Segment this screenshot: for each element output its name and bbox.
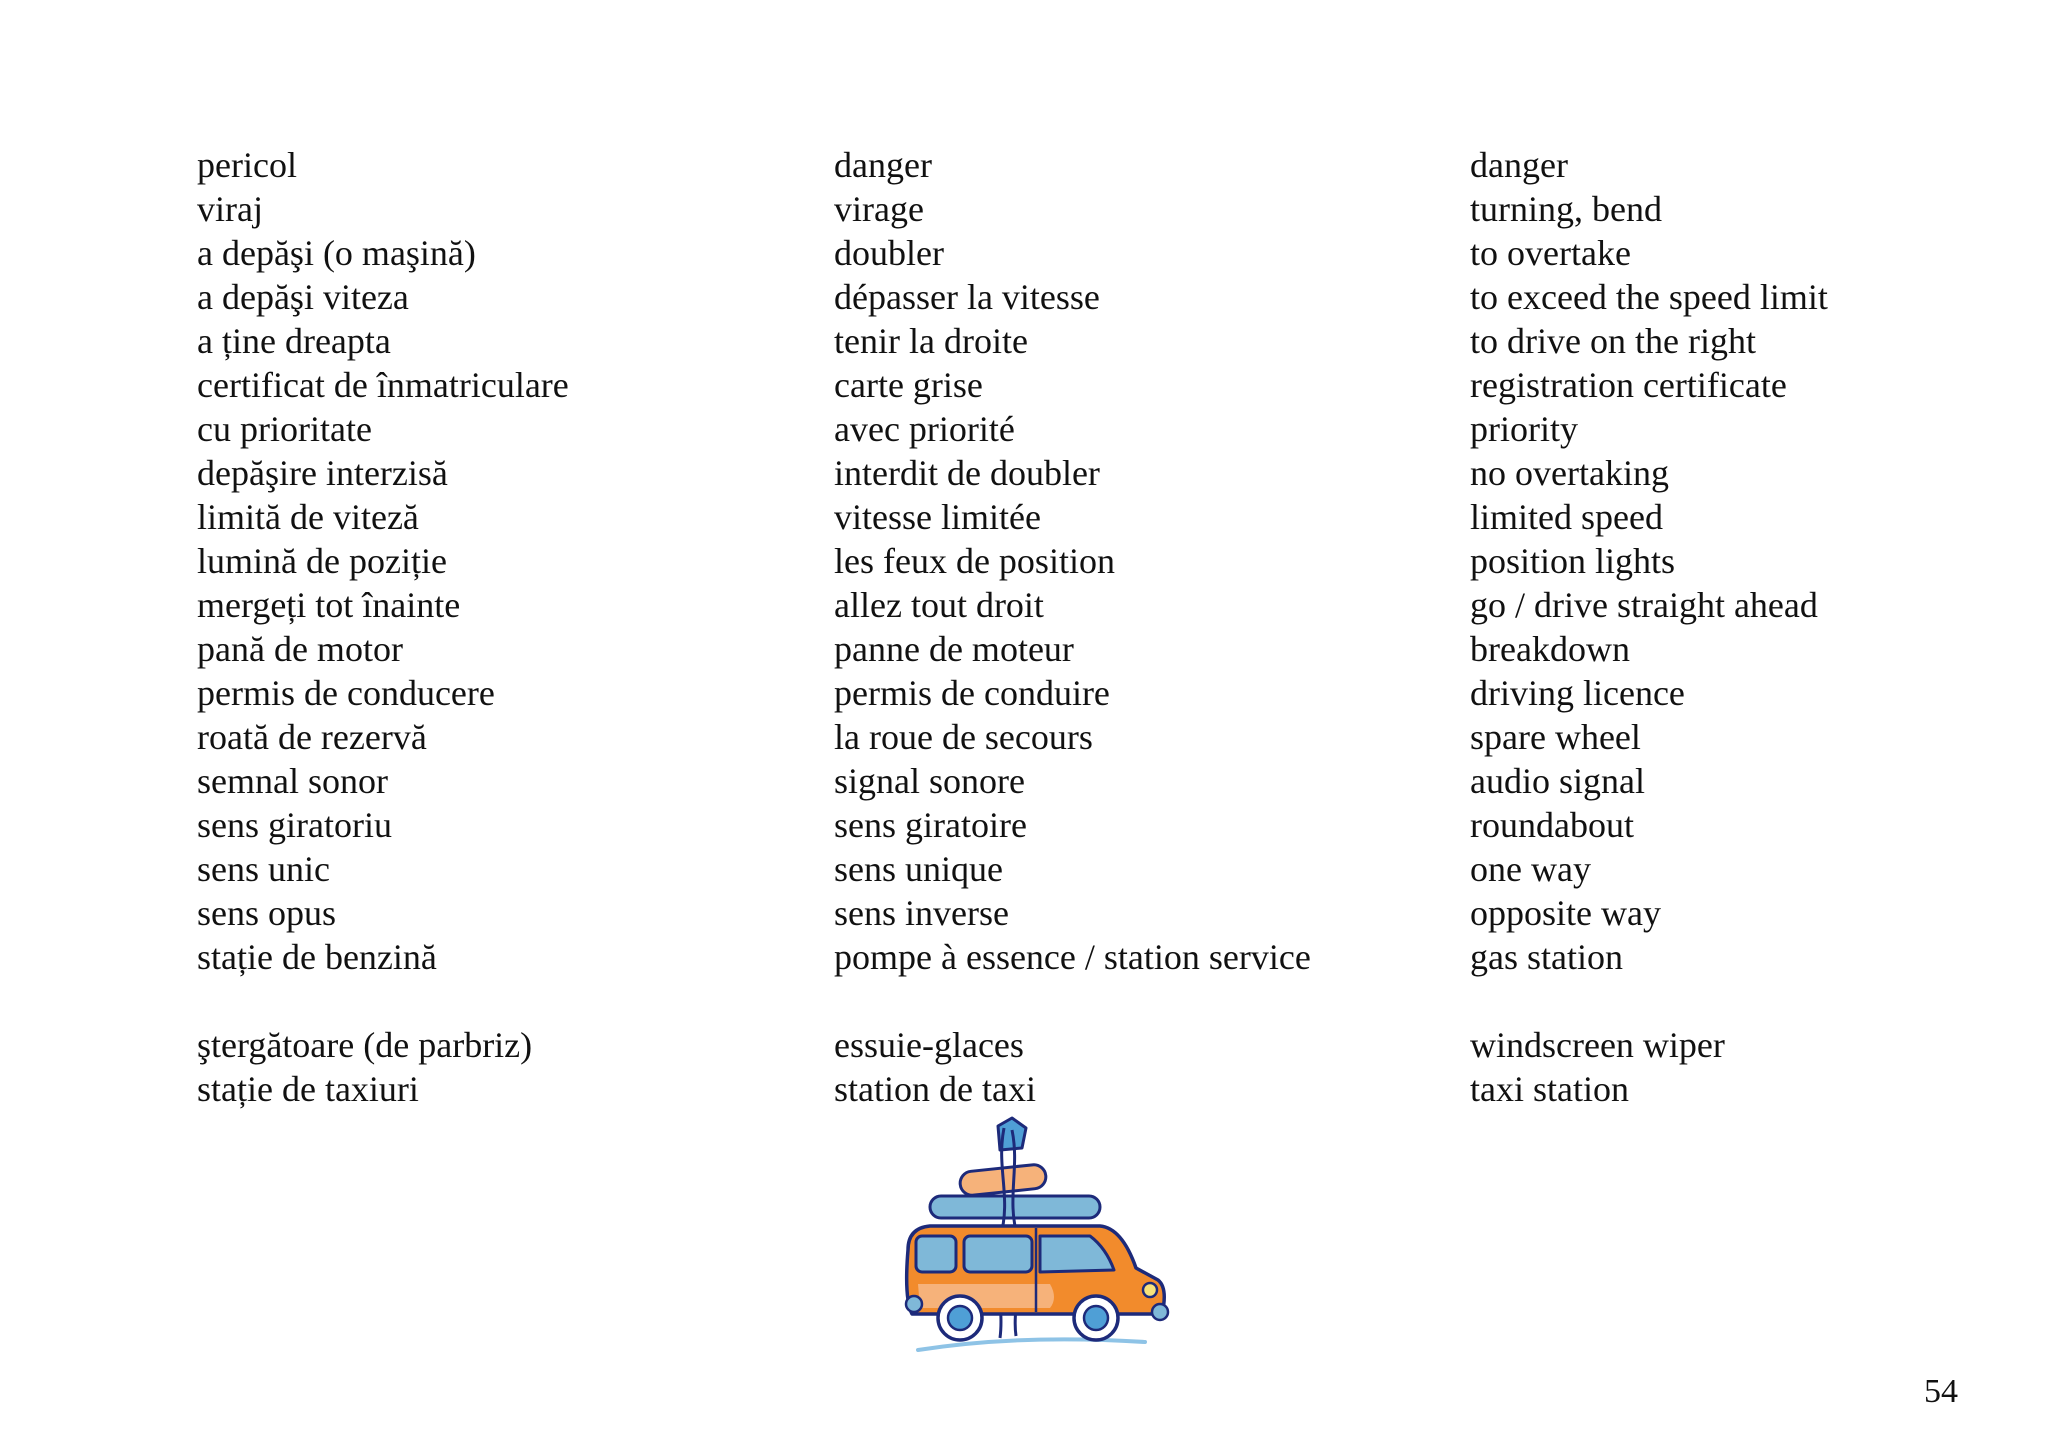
vocab-row (0, 1067, 2048, 1111)
vocabulary-table (0, 143, 2048, 1111)
romanian-term: ştergătoare (de parbriz) (197, 1025, 533, 1065)
car-side-panel (918, 1284, 1054, 1308)
english-term: to overtake (1470, 233, 1631, 273)
english-term: to exceed the speed limit (1470, 277, 1828, 317)
french-term: allez tout droit (834, 585, 1044, 625)
vocab-row (0, 583, 2048, 627)
vocab-row (0, 495, 2048, 539)
romanian-term: stație de benzină (197, 937, 437, 977)
french-term: vitesse limitée (834, 497, 1041, 537)
vocab-row (0, 627, 2048, 671)
english-term: position lights (1470, 541, 1676, 581)
ground-line (918, 1339, 1145, 1350)
romanian-term: pană de motor (197, 629, 403, 669)
english-term: spare wheel (1470, 717, 1641, 757)
english-term: priority (1470, 409, 1578, 449)
vocab-row (0, 803, 2048, 847)
english-term: one way (1470, 849, 1591, 889)
car-window (964, 1236, 1032, 1272)
vocab-row (0, 231, 2048, 275)
romanian-term: lumină de poziție (197, 541, 447, 581)
french-term: sens unique (834, 849, 1003, 889)
vocab-row (0, 715, 2048, 759)
vocab-row (0, 187, 2048, 231)
french-term: panne de moteur (834, 629, 1074, 669)
english-term: taxi station (1470, 1069, 1629, 1109)
vocab-row (0, 539, 2048, 583)
french-term: avec priorité (834, 409, 1015, 449)
vocab-row (0, 847, 2048, 891)
romanian-term: sens unic (197, 849, 330, 889)
page-number: 54 (1924, 1373, 1958, 1410)
french-term: signal sonore (834, 761, 1025, 801)
english-term: opposite way (1470, 893, 1661, 933)
english-term: breakdown (1470, 629, 1630, 669)
french-term: carte grise (834, 365, 983, 405)
romanian-term: cu prioritate (197, 409, 372, 449)
romanian-term: viraj (197, 189, 263, 229)
english-term: registration certificate (1470, 365, 1787, 405)
vocab-row (0, 1023, 2048, 1067)
front-wheel-hub (1084, 1306, 1108, 1330)
romanian-term: certificat de înmatriculare (197, 365, 569, 405)
english-term: no overtaking (1470, 453, 1669, 493)
french-term: permis de conduire (834, 673, 1110, 713)
french-term: sens inverse (834, 893, 1009, 933)
vocab-row (0, 407, 2048, 451)
romanian-term: a depăşi viteza (197, 277, 409, 317)
vocab-row (0, 451, 2048, 495)
english-term: windscreen wiper (1470, 1025, 1725, 1065)
romanian-term: limită de viteză (197, 497, 419, 537)
french-term: tenir la droite (834, 321, 1028, 361)
english-term: danger (1470, 145, 1568, 185)
romanian-term: a depăşi (o maşină) (197, 233, 476, 273)
vocab-row (0, 275, 2048, 319)
english-term: gas station (1470, 937, 1623, 977)
english-term: roundabout (1470, 805, 1634, 845)
vocab-row (0, 935, 2048, 1023)
car-with-luggage-icon (900, 1108, 1170, 1358)
vocab-row (0, 143, 2048, 187)
french-term: station de taxi (834, 1069, 1036, 1109)
rear-bumper (906, 1296, 922, 1312)
romanian-term: stație de taxiuri (197, 1069, 419, 1109)
french-term: doubler (834, 233, 944, 273)
romanian-term: pericol (197, 145, 297, 185)
romanian-term: a ține dreapta (197, 321, 391, 361)
english-term: audio signal (1470, 761, 1645, 801)
vocab-row (0, 759, 2048, 803)
romanian-term: semnal sonor (197, 761, 388, 801)
french-term: essuie-glaces (834, 1025, 1024, 1065)
romanian-term: depăşire interzisă (197, 453, 448, 493)
romanian-term: permis de conducere (197, 673, 495, 713)
romanian-term: roată de rezervă (197, 717, 427, 757)
car-window (916, 1236, 956, 1272)
front-bumper (1152, 1304, 1168, 1320)
french-term: les feux de position (834, 541, 1115, 581)
french-term: interdit de doubler (834, 453, 1100, 493)
romanian-term: sens giratoriu (197, 805, 392, 845)
english-term: to drive on the right (1470, 321, 1756, 361)
french-term: danger (834, 145, 932, 185)
french-term: sens giratoire (834, 805, 1027, 845)
english-term: limited speed (1470, 497, 1663, 537)
french-term: dépasser la vitesse (834, 277, 1100, 317)
rear-wheel-hub (948, 1306, 972, 1330)
vocab-row (0, 891, 2048, 935)
french-term: pompe à essence / station service (834, 937, 1311, 977)
french-term: virage (834, 189, 924, 229)
english-term: driving licence (1470, 673, 1685, 713)
headlight (1143, 1283, 1157, 1297)
roof-rack-board (930, 1196, 1100, 1218)
french-term: la roue de secours (834, 717, 1093, 757)
vocab-row (0, 363, 2048, 407)
english-term: turning, bend (1470, 189, 1662, 229)
vocab-row (0, 319, 2048, 363)
romanian-term: sens opus (197, 893, 337, 933)
english-term: go / drive straight ahead (1470, 585, 1818, 625)
vocab-row (0, 671, 2048, 715)
romanian-term: mergeți tot înainte (197, 585, 461, 625)
